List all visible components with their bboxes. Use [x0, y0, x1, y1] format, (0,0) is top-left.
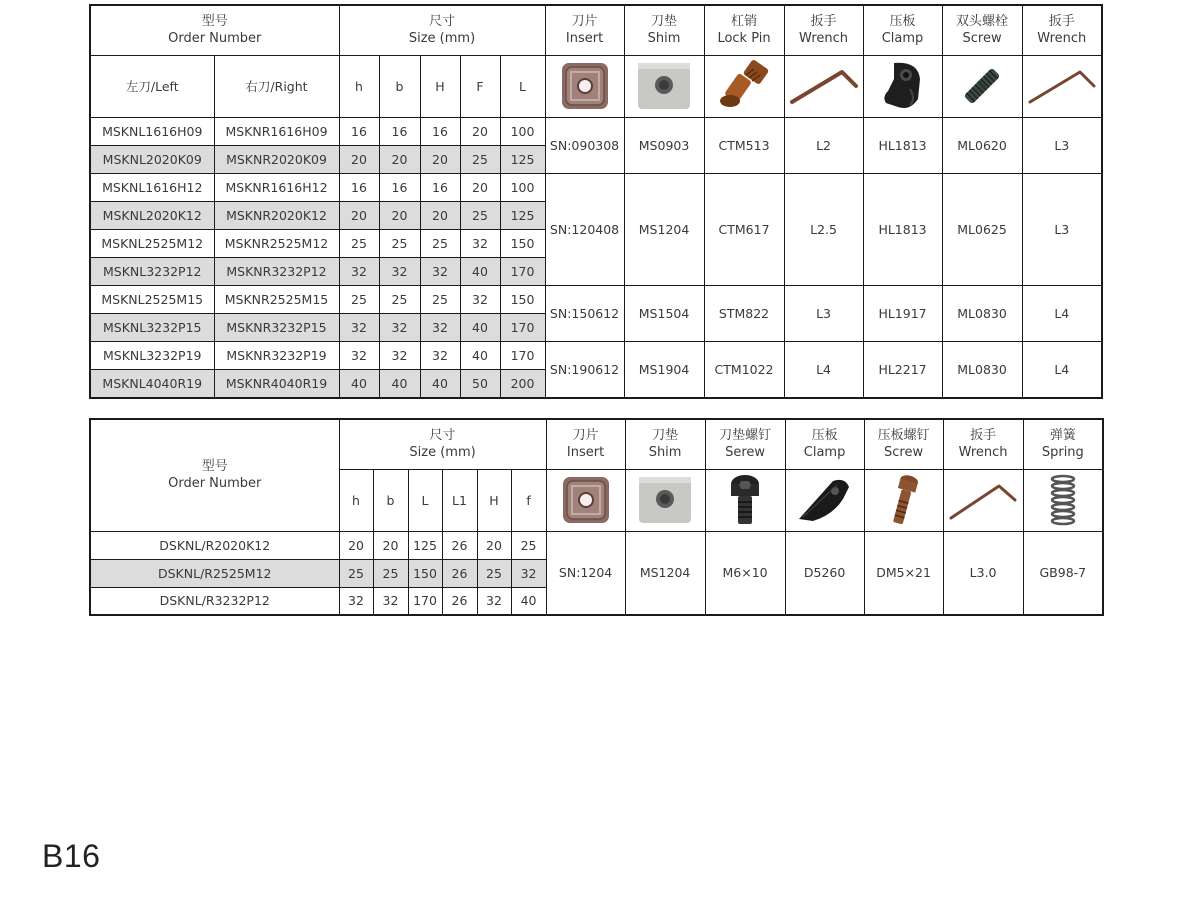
- screw-code: ML0625: [942, 173, 1022, 285]
- clamp-screw-image: [864, 469, 943, 531]
- wrench2-zh: 扳手: [1048, 14, 1075, 30]
- order-number: DSKNL/R3232P12: [90, 587, 339, 615]
- wrench-header: [943, 419, 1023, 469]
- dim-L: 170: [408, 587, 442, 615]
- right-order-number: MSKNR4040R19: [214, 370, 339, 398]
- lock-pin-icon: [716, 59, 772, 113]
- dim-b-header: b: [373, 469, 408, 531]
- clamp-icon: [793, 475, 857, 525]
- dim-H: 32: [420, 342, 460, 370]
- table2-header-row: [90, 419, 1103, 469]
- insert-zh: 刀片: [572, 428, 599, 444]
- wrench2-header: [1022, 5, 1102, 55]
- double-end-screw-icon: [954, 58, 1010, 114]
- wrench-code: L2: [784, 117, 863, 173]
- insert-en: Insert: [565, 31, 604, 47]
- size-zh: 尺寸: [429, 428, 456, 444]
- size-header: [339, 419, 546, 469]
- left-order-number: MSKNL3232P15: [90, 314, 214, 342]
- lever-lock-toolholder-table: [89, 4, 1103, 399]
- size-en: Size (mm): [408, 31, 476, 47]
- lockpin-header: [704, 5, 784, 55]
- clamp-zh: 压板: [811, 428, 838, 444]
- insert-code: SN:190612: [545, 342, 624, 398]
- left-hand-header: 左刀/Left: [90, 55, 214, 117]
- dim-H: 32: [420, 258, 460, 286]
- dim-F: 50: [460, 370, 500, 398]
- order-number: DSKNL/R2525M12: [90, 559, 339, 587]
- shim-zh: 刀垫: [652, 428, 679, 444]
- dim-b: 32: [379, 342, 420, 370]
- clamp-screw-header: [864, 419, 943, 469]
- order-zh: 型号: [201, 14, 228, 30]
- dim-L: 150: [500, 286, 545, 314]
- shim-code: MS1204: [624, 173, 704, 285]
- right-order-number: MSKNR2525M12: [214, 230, 339, 258]
- hex-key-wrench-icon: [947, 478, 1019, 522]
- lockpin-image: [704, 55, 784, 117]
- dim-b: 20: [379, 145, 420, 173]
- shim-code: MS0903: [624, 117, 704, 173]
- dim-b-header: b: [379, 55, 420, 117]
- screw-en: Screw: [962, 31, 1002, 47]
- wrench-header: [784, 5, 863, 55]
- dim-b: 40: [379, 370, 420, 398]
- wrench-code: L2.5: [784, 173, 863, 285]
- dim-h: 20: [339, 201, 379, 229]
- dim-h: 25: [339, 230, 379, 258]
- wrench2-code: L4: [1022, 342, 1102, 398]
- insert-code: SN:090308: [545, 117, 624, 173]
- right-order-number: MSKNR1616H12: [214, 173, 339, 201]
- dim-H: 25: [477, 559, 511, 587]
- clamp-code: D5260: [785, 531, 864, 615]
- clamp-code: HL1917: [863, 286, 942, 342]
- insert-en: Insert: [566, 445, 605, 461]
- dim-F: 25: [460, 145, 500, 173]
- hex-key-wrench-icon: [788, 66, 860, 106]
- dim-L: 100: [500, 173, 545, 201]
- table-row: [90, 531, 1103, 559]
- right-order-number: MSKNR3232P15: [214, 314, 339, 342]
- dim-h: 40: [339, 370, 379, 398]
- dim-L: 125: [408, 531, 442, 559]
- table-row: [90, 286, 1102, 314]
- dim-H: 20: [420, 201, 460, 229]
- wrench2-code: L4: [1022, 286, 1102, 342]
- dim-H: 25: [420, 230, 460, 258]
- shim-header: [624, 5, 704, 55]
- dim-L: 150: [408, 559, 442, 587]
- clamp-en: Clamp: [881, 31, 924, 47]
- insert-code: SN:1204: [546, 531, 625, 615]
- wrench-zh: 扳手: [970, 428, 997, 444]
- dim-H: 40: [420, 370, 460, 398]
- dim-b: 32: [379, 258, 420, 286]
- insert-header: [545, 5, 624, 55]
- insert-header: [546, 419, 625, 469]
- dim-H: 32: [477, 587, 511, 615]
- spring-zh: 弹簧: [1049, 428, 1076, 444]
- spring-en: Spring: [1041, 445, 1084, 461]
- right-order-number: MSKNR2525M15: [214, 286, 339, 314]
- dim-F: 25: [460, 201, 500, 229]
- shim-image: [625, 469, 705, 531]
- lockpin-code: CTM1022: [704, 342, 784, 398]
- wrench-image: [943, 469, 1023, 531]
- left-order-number: MSKNL1616H12: [90, 173, 214, 201]
- dim-h-header: h: [339, 469, 373, 531]
- dim-b: 25: [379, 230, 420, 258]
- dim-h: 16: [339, 117, 379, 145]
- clamp-header: [863, 5, 942, 55]
- dim-b: 25: [373, 559, 408, 587]
- dim-L: 150: [500, 230, 545, 258]
- shim-icon: [636, 61, 692, 111]
- wrench-image: [784, 55, 863, 117]
- table1-header-row: [90, 5, 1102, 55]
- clamp-image: [785, 469, 864, 531]
- screw-code: ML0830: [942, 342, 1022, 398]
- dim-H: 25: [420, 286, 460, 314]
- lockpin-en: Lock Pin: [717, 31, 771, 47]
- shim-code: MS1504: [624, 286, 704, 342]
- dim-h: 32: [339, 342, 379, 370]
- order-en: Order Number: [168, 31, 262, 47]
- dim-f: 40: [511, 587, 546, 615]
- dim-L: 125: [500, 201, 545, 229]
- screw-clamp-toolholder-table: [89, 418, 1104, 616]
- shim-en: Shim: [647, 31, 681, 47]
- table-row: [90, 342, 1102, 370]
- clamp-icon: [880, 59, 926, 113]
- dim-f-header: f: [511, 469, 546, 531]
- dim-L: 170: [500, 314, 545, 342]
- dim-F: 40: [460, 342, 500, 370]
- dim-h: 20: [339, 145, 379, 173]
- dim-L: 170: [500, 258, 545, 286]
- table1-subheader-row: [90, 55, 1102, 117]
- wrench-en: Wrench: [958, 445, 1008, 461]
- dim-F: 40: [460, 258, 500, 286]
- clamp-screw-icon: [884, 472, 924, 528]
- right-order-number: MSKNR2020K12: [214, 201, 339, 229]
- lockpin-code: STM822: [704, 286, 784, 342]
- spring-image: [1023, 469, 1103, 531]
- socket-screw-icon: [725, 472, 765, 528]
- wrench-code: L4: [784, 342, 863, 398]
- dim-L-header: L: [408, 469, 442, 531]
- insert-image: [546, 469, 625, 531]
- shimscrew-en: Serew: [725, 445, 766, 461]
- clampscrew-en: Screw: [884, 445, 924, 461]
- clamp-image: [863, 55, 942, 117]
- dim-L-header: L: [500, 55, 545, 117]
- clamp-en: Clamp: [803, 445, 846, 461]
- right-order-number: MSKNR1616H09: [214, 117, 339, 145]
- clamp-header: [785, 419, 864, 469]
- screw-zh: 双头螺栓: [956, 14, 1009, 30]
- dim-F-header: F: [460, 55, 500, 117]
- wrench-en: Wrench: [799, 31, 848, 47]
- dim-L: 170: [500, 342, 545, 370]
- lockpin-zh: 杠销: [731, 14, 758, 30]
- wrench2-code: L3: [1022, 117, 1102, 173]
- dim-F: 20: [460, 117, 500, 145]
- dim-b: 20: [379, 201, 420, 229]
- dim-h: 25: [339, 559, 373, 587]
- dim-H: 20: [477, 531, 511, 559]
- dim-F: 40: [460, 314, 500, 342]
- dim-H-header: H: [477, 469, 511, 531]
- dim-h: 32: [339, 314, 379, 342]
- shim-code: MS1904: [624, 342, 704, 398]
- dim-b: 25: [379, 286, 420, 314]
- dim-b: 16: [379, 117, 420, 145]
- order-zh: 型号: [201, 459, 228, 475]
- dim-L: 125: [500, 145, 545, 173]
- insert-image: [545, 55, 624, 117]
- dim-L1-header: L1: [442, 469, 477, 531]
- clamp-code: HL2217: [863, 342, 942, 398]
- shim-en: Shim: [648, 445, 682, 461]
- shim-screw-header: [705, 419, 785, 469]
- right-hand-header: 右刀/Right: [214, 55, 339, 117]
- lockpin-code: CTM513: [704, 117, 784, 173]
- dim-F: 32: [460, 230, 500, 258]
- right-order-number: MSKNR3232P19: [214, 342, 339, 370]
- insert-code: SN:120408: [545, 173, 624, 285]
- spring-header: [1023, 419, 1103, 469]
- dim-H-header: H: [420, 55, 460, 117]
- left-order-number: MSKNL2525M15: [90, 286, 214, 314]
- dim-H: 32: [420, 314, 460, 342]
- clamp-zh: 压板: [889, 14, 916, 30]
- left-order-number: MSKNL3232P12: [90, 258, 214, 286]
- left-order-number: MSKNL1616H09: [90, 117, 214, 145]
- left-order-number: MSKNL2020K09: [90, 145, 214, 173]
- lockpin-code: CTM617: [704, 173, 784, 285]
- order-number: DSKNL/R2020K12: [90, 531, 339, 559]
- dim-H: 16: [420, 117, 460, 145]
- left-order-number: MSKNL3232P19: [90, 342, 214, 370]
- screw-code: ML0620: [942, 117, 1022, 173]
- size-zh: 尺寸: [429, 14, 456, 30]
- square-insert-icon: [559, 60, 611, 112]
- square-insert-icon: [560, 474, 612, 526]
- right-order-number: MSKNR3232P12: [214, 258, 339, 286]
- wrench-code: L3: [784, 286, 863, 342]
- size-en: Size (mm): [409, 445, 476, 461]
- dim-L1: 26: [442, 587, 477, 615]
- dim-b: 16: [379, 173, 420, 201]
- order-number-header: [90, 419, 339, 531]
- shim-code: MS1204: [625, 531, 705, 615]
- coil-spring-icon: [1048, 473, 1078, 527]
- dim-L1: 26: [442, 531, 477, 559]
- shimscrew-zh: 刀垫螺钉: [719, 428, 772, 444]
- dim-b: 32: [379, 314, 420, 342]
- dim-H: 16: [420, 173, 460, 201]
- shim-header: [625, 419, 705, 469]
- clampscrew-zh: 压板螺钉: [877, 428, 930, 444]
- screw-image: [942, 55, 1022, 117]
- shim-icon: [637, 475, 693, 525]
- left-order-number: MSKNL4040R19: [90, 370, 214, 398]
- hex-key-wrench-icon: [1026, 66, 1098, 106]
- left-order-number: MSKNL2525M12: [90, 230, 214, 258]
- screw-header: [942, 5, 1022, 55]
- dim-b: 20: [373, 531, 408, 559]
- spring-code: GB98-7: [1023, 531, 1103, 615]
- insert-code: SN:150612: [545, 286, 624, 342]
- dim-H: 20: [420, 145, 460, 173]
- order-number-header: [90, 5, 339, 55]
- wrench2-en: Wrench: [1037, 31, 1087, 47]
- dim-f: 25: [511, 531, 546, 559]
- dim-h: 25: [339, 286, 379, 314]
- dim-h: 32: [339, 587, 373, 615]
- left-order-number: MSKNL2020K12: [90, 201, 214, 229]
- size-header: [339, 5, 545, 55]
- clamp-code: HL1813: [863, 173, 942, 285]
- wrench-zh: 扳手: [810, 14, 837, 30]
- dim-b: 32: [373, 587, 408, 615]
- order-en: Order Number: [168, 476, 262, 492]
- wrench2-image: [1022, 55, 1102, 117]
- wrench-code: L3.0: [943, 531, 1023, 615]
- shim-zh: 刀垫: [651, 14, 678, 30]
- table-row: [90, 117, 1102, 145]
- shim-screw-image: [705, 469, 785, 531]
- shim-screw-code: M6×10: [705, 531, 785, 615]
- dim-L: 200: [500, 370, 545, 398]
- dim-h: 32: [339, 258, 379, 286]
- table-row: [90, 173, 1102, 201]
- dim-h: 16: [339, 173, 379, 201]
- right-order-number: MSKNR2020K09: [214, 145, 339, 173]
- dim-L1: 26: [442, 559, 477, 587]
- dim-F: 32: [460, 286, 500, 314]
- page-number: B16: [42, 838, 101, 874]
- insert-zh: 刀片: [571, 14, 598, 30]
- clamp-code: HL1813: [863, 117, 942, 173]
- dim-L: 100: [500, 117, 545, 145]
- dim-h: 20: [339, 531, 373, 559]
- dim-f: 32: [511, 559, 546, 587]
- clamp-screw-code: DM5×21: [864, 531, 943, 615]
- wrench2-code: L3: [1022, 173, 1102, 285]
- shim-image: [624, 55, 704, 117]
- screw-code: ML0830: [942, 286, 1022, 342]
- dim-F: 20: [460, 173, 500, 201]
- dim-h-header: h: [339, 55, 379, 117]
